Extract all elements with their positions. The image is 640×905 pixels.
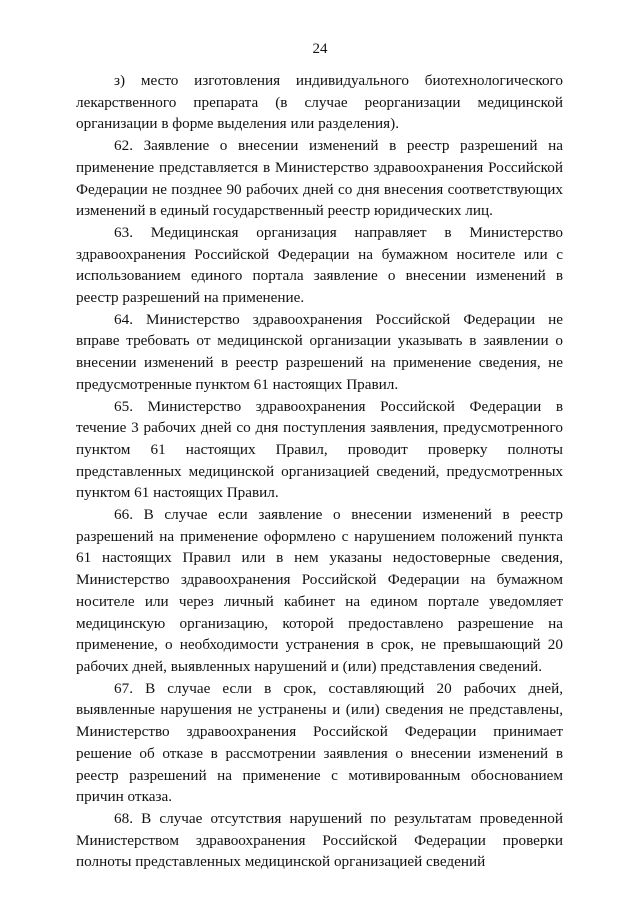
paragraph-68: 68. В случае отсутствия нарушений по результатам проведенной Министерством здравоохранения Российской Федерации проверки полноты представленных медицинской организацией сведений (76, 809, 563, 871)
paragraph-64: 64. Министерство здравоохранения Российской Федерации не вправе требовать от медицинской организации указывать в заявлении о внесении изменений в реестр разрешений на применение сведения, не предусмотренные пунктом 61 настоящих Правил. (76, 310, 563, 393)
page-number: 24 (312, 41, 328, 57)
paragraph-66: 66. В случае если заявление о внесении изменений в реестр разрешений на применение оформлено с нарушением положений пункта 61 настоящих Правил или в нем указаны недостоверные сведения, Министерство здравоохранения Российской Федерации на бумажном носителе или через личный кабинет на едином портале уведомляет медицинскую организацию, которой предоставлено разрешение на применение, о необходимости устранения в срок, не превышающий 20 рабочих дней, выявленных нарушений и (или) представления сведений. (76, 506, 563, 675)
paragraph-item-z: з) место изготовления индивидуального биотехнологического лекарственного препарата (в случае реорганизации медицинской организации в форме выделения или разделения). (76, 72, 563, 133)
paragraph-63: 63. Медицинская организация направляет в Министерство здравоохранения Российской Федерации на бумажном носителе или с использованием единого портала заявление о внесении изменений в реестр разрешений на применение. (76, 223, 563, 307)
document-body (76, 70, 563, 873)
paragraph-62: 62. Заявление о внесении изменений в реестр разрешений на применение представляется в Министерство здравоохранения Российской Федерации не позднее 90 рабочих дней со дня внесения соответствующих изменений в единый государственный реестр юридических лиц. (76, 137, 563, 220)
paragraph-65: 65. Министерство здравоохранения Российской Федерации в течение 3 рабочих дней со дня поступления заявления, предусмотренного пунктом 61 настоящих Правил, проводит проверку полноты представленных медицинской организацией сведений, предусмотренных пунктом 61 настоящих Правил. (76, 397, 563, 502)
paragraph-67: 67. В случае если в срок, составляющий 20 рабочих дней, выявленные нарушения не устранены и (или) сведения не представлены, Министерство здравоохранения Российской Федерации принимает решение об отказе в рассмотрении заявления о внесении изменений в реестр разрешений на применение с мотивированным обоснованием причин отказа. (76, 679, 563, 806)
